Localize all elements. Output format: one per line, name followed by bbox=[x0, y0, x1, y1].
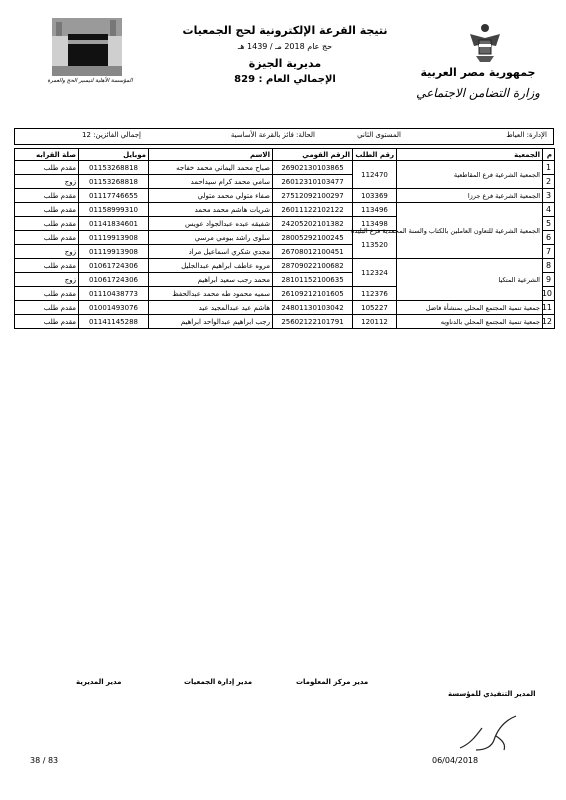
person-name: شفيقه عبده عبدالجواد عويس bbox=[149, 217, 273, 231]
request-number: 120112 bbox=[353, 315, 397, 329]
row-index: 5 bbox=[543, 217, 555, 231]
person-name: محمد رجب سعيد ابراهيم bbox=[149, 273, 273, 287]
request-number: 105227 bbox=[353, 301, 397, 315]
row-index: 11 bbox=[543, 301, 555, 315]
request-number: 112470 bbox=[353, 161, 397, 189]
relation: زوج bbox=[15, 245, 79, 259]
table-row bbox=[15, 301, 555, 315]
person-name: مروه عاطف ابراهيم عبدالجليل bbox=[149, 259, 273, 273]
col-header-relation: صلة القرابه bbox=[15, 149, 79, 161]
relation: مقدم طلب bbox=[15, 161, 79, 175]
row-index: 1 bbox=[543, 161, 555, 175]
table-row bbox=[15, 189, 555, 203]
national-id: 28005292100245 bbox=[273, 231, 353, 245]
grand-total: الإجمالي العام : 829 bbox=[234, 74, 336, 85]
person-name: صفاء متولي محمد متولي bbox=[149, 189, 273, 203]
national-id: 26109212101605 bbox=[273, 287, 353, 301]
results-table bbox=[14, 148, 555, 329]
national-id: 28709022100682 bbox=[273, 259, 353, 273]
row-index: 9 bbox=[543, 273, 555, 287]
mobile-number: 01061724306 bbox=[79, 273, 149, 287]
national-id: 27512092100297 bbox=[273, 189, 353, 203]
request-number: 112324 bbox=[353, 259, 397, 287]
row-index: 6 bbox=[543, 231, 555, 245]
national-id: 26011122102122 bbox=[273, 203, 353, 217]
logo-caption: المؤسسة الأهلية لتيسير الحج والعمرة bbox=[47, 78, 133, 84]
page-title: نتيجة القرعة الإلكترونية لحج الجمعيات bbox=[182, 24, 388, 37]
national-id: 26708012100451 bbox=[273, 245, 353, 259]
row-index: 3 bbox=[543, 189, 555, 203]
gov-title: جمهورية مصر العربية bbox=[420, 66, 536, 79]
col-header-index: م bbox=[543, 149, 555, 161]
mobile-number: 01061724306 bbox=[79, 259, 149, 273]
mobile-number: 01141145288 bbox=[79, 315, 149, 329]
col-header-national-id: الرقم القومي bbox=[273, 149, 353, 161]
kaaba-logo-icon bbox=[52, 18, 122, 76]
page-indicator: 38 / 83 bbox=[30, 756, 59, 765]
relation: مقدم طلب bbox=[15, 315, 79, 329]
person-name: هاشم عيد عبدالمجيد عيد bbox=[149, 301, 273, 315]
mobile-number: 01158999310 bbox=[79, 203, 149, 217]
person-name: مجدي شكري اسماعيل مراد bbox=[149, 245, 273, 259]
print-date: 06/04/2018 bbox=[432, 756, 479, 765]
person-name: صباح محمد اليماني محمد خفاجه bbox=[149, 161, 273, 175]
eagle-emblem-icon bbox=[468, 22, 502, 64]
relation: مقدم طلب bbox=[15, 259, 79, 273]
association-cell: الشرعية المتكيا bbox=[397, 259, 543, 301]
mobile-number: 01153268818 bbox=[79, 175, 149, 189]
national-id: 25602122101791 bbox=[273, 315, 353, 329]
person-name: سلوى راشد بيومي مرسي bbox=[149, 231, 273, 245]
mobile-number: 01110438773 bbox=[79, 287, 149, 301]
winners-label: إجمالي الفائزين: 12 bbox=[82, 131, 141, 139]
col-header-mobile: موبايل bbox=[79, 149, 149, 161]
row-index: 2 bbox=[543, 175, 555, 189]
signature-scribble-icon bbox=[446, 710, 526, 756]
row-index: 10 bbox=[543, 287, 555, 301]
person-name: شريات هاشم محمد محمد bbox=[149, 203, 273, 217]
row-index: 4 bbox=[543, 203, 555, 217]
relation: مقدم طلب bbox=[15, 231, 79, 245]
sig-associations-manager: مدير إدارة الجمعيات bbox=[184, 678, 253, 686]
mobile-number: 01141834601 bbox=[79, 217, 149, 231]
sig-directorate-manager: مدير المديرية bbox=[76, 678, 122, 686]
person-name: سامي محمد كرام سيداحمد bbox=[149, 175, 273, 189]
request-number: 103369 bbox=[353, 189, 397, 203]
request-number: 112376 bbox=[353, 287, 397, 301]
mobile-number: 01117746655 bbox=[79, 189, 149, 203]
ministry-name: وزارة التضامن الاجتماعي bbox=[416, 86, 540, 100]
mobile-number: 01001493076 bbox=[79, 301, 149, 315]
directorate-name: مديرية الجيزة bbox=[248, 57, 322, 70]
association-cell: الجمعية الشرعية فرع جرزا bbox=[397, 189, 543, 203]
level-label: المستوى الثاني bbox=[357, 131, 401, 139]
national-id: 24801130103042 bbox=[273, 301, 353, 315]
table-row bbox=[15, 259, 555, 273]
national-id: 28101152100635 bbox=[273, 273, 353, 287]
relation: مقدم طلب bbox=[15, 217, 79, 231]
mobile-number: 01153268818 bbox=[79, 161, 149, 175]
info-bar bbox=[14, 128, 554, 145]
row-index: 12 bbox=[543, 315, 555, 329]
relation: زوج bbox=[15, 175, 79, 189]
col-header-association: الجمعية bbox=[397, 149, 543, 161]
table-row bbox=[15, 315, 555, 329]
sig-executive-director: المدير التنفيذي للمؤسسة bbox=[448, 690, 536, 698]
row-index: 8 bbox=[543, 259, 555, 273]
relation: زوج bbox=[15, 273, 79, 287]
national-id: 26902130103865 bbox=[273, 161, 353, 175]
table-header-row bbox=[15, 149, 555, 161]
table-row bbox=[15, 203, 555, 217]
national-id: 24205202101382 bbox=[273, 217, 353, 231]
association-cell: جمعية تنمية المجتمع المحلي بمنشأة فاضل bbox=[397, 301, 543, 315]
mobile-number: 01119913908 bbox=[79, 231, 149, 245]
relation: مقدم طلب bbox=[15, 203, 79, 217]
relation: مقدم طلب bbox=[15, 189, 79, 203]
status-label: الحالة: فائز بالقرعة الأساسية bbox=[230, 131, 315, 139]
admin-label: الإدارة: العياط bbox=[506, 131, 547, 139]
relation: مقدم طلب bbox=[15, 301, 79, 315]
request-number: 113496 bbox=[353, 203, 397, 217]
association-cell: الجمعية الشرعية للتعاون العاملين بالكتاب والسنة المحمدية فرع البليدة bbox=[397, 203, 543, 259]
table-row bbox=[15, 161, 555, 175]
year-line: حج عام 2018 مـ / 1439 هـ bbox=[237, 42, 333, 51]
col-header-name: الاسم bbox=[149, 149, 273, 161]
national-id: 26012310103477 bbox=[273, 175, 353, 189]
sig-info-center-manager: مدير مركز المعلومات bbox=[296, 678, 369, 686]
request-number: 113520 bbox=[353, 231, 397, 259]
person-name: سميه محمود طه محمد عبدالحفظ bbox=[149, 287, 273, 301]
relation: مقدم طلب bbox=[15, 287, 79, 301]
association-cell: الجمعية الشرعية فرع المقاطعية bbox=[397, 161, 543, 189]
request-number: 113498 bbox=[353, 217, 397, 231]
mobile-number: 01119913908 bbox=[79, 245, 149, 259]
association-cell: جمعية تنمية المجتمع المحلي بالدناويه bbox=[397, 315, 543, 329]
col-header-request-no: رقم الطلب bbox=[353, 149, 397, 161]
row-index: 7 bbox=[543, 245, 555, 259]
person-name: رجب ابراهيم عبدالواحد ابراهيم bbox=[149, 315, 273, 329]
